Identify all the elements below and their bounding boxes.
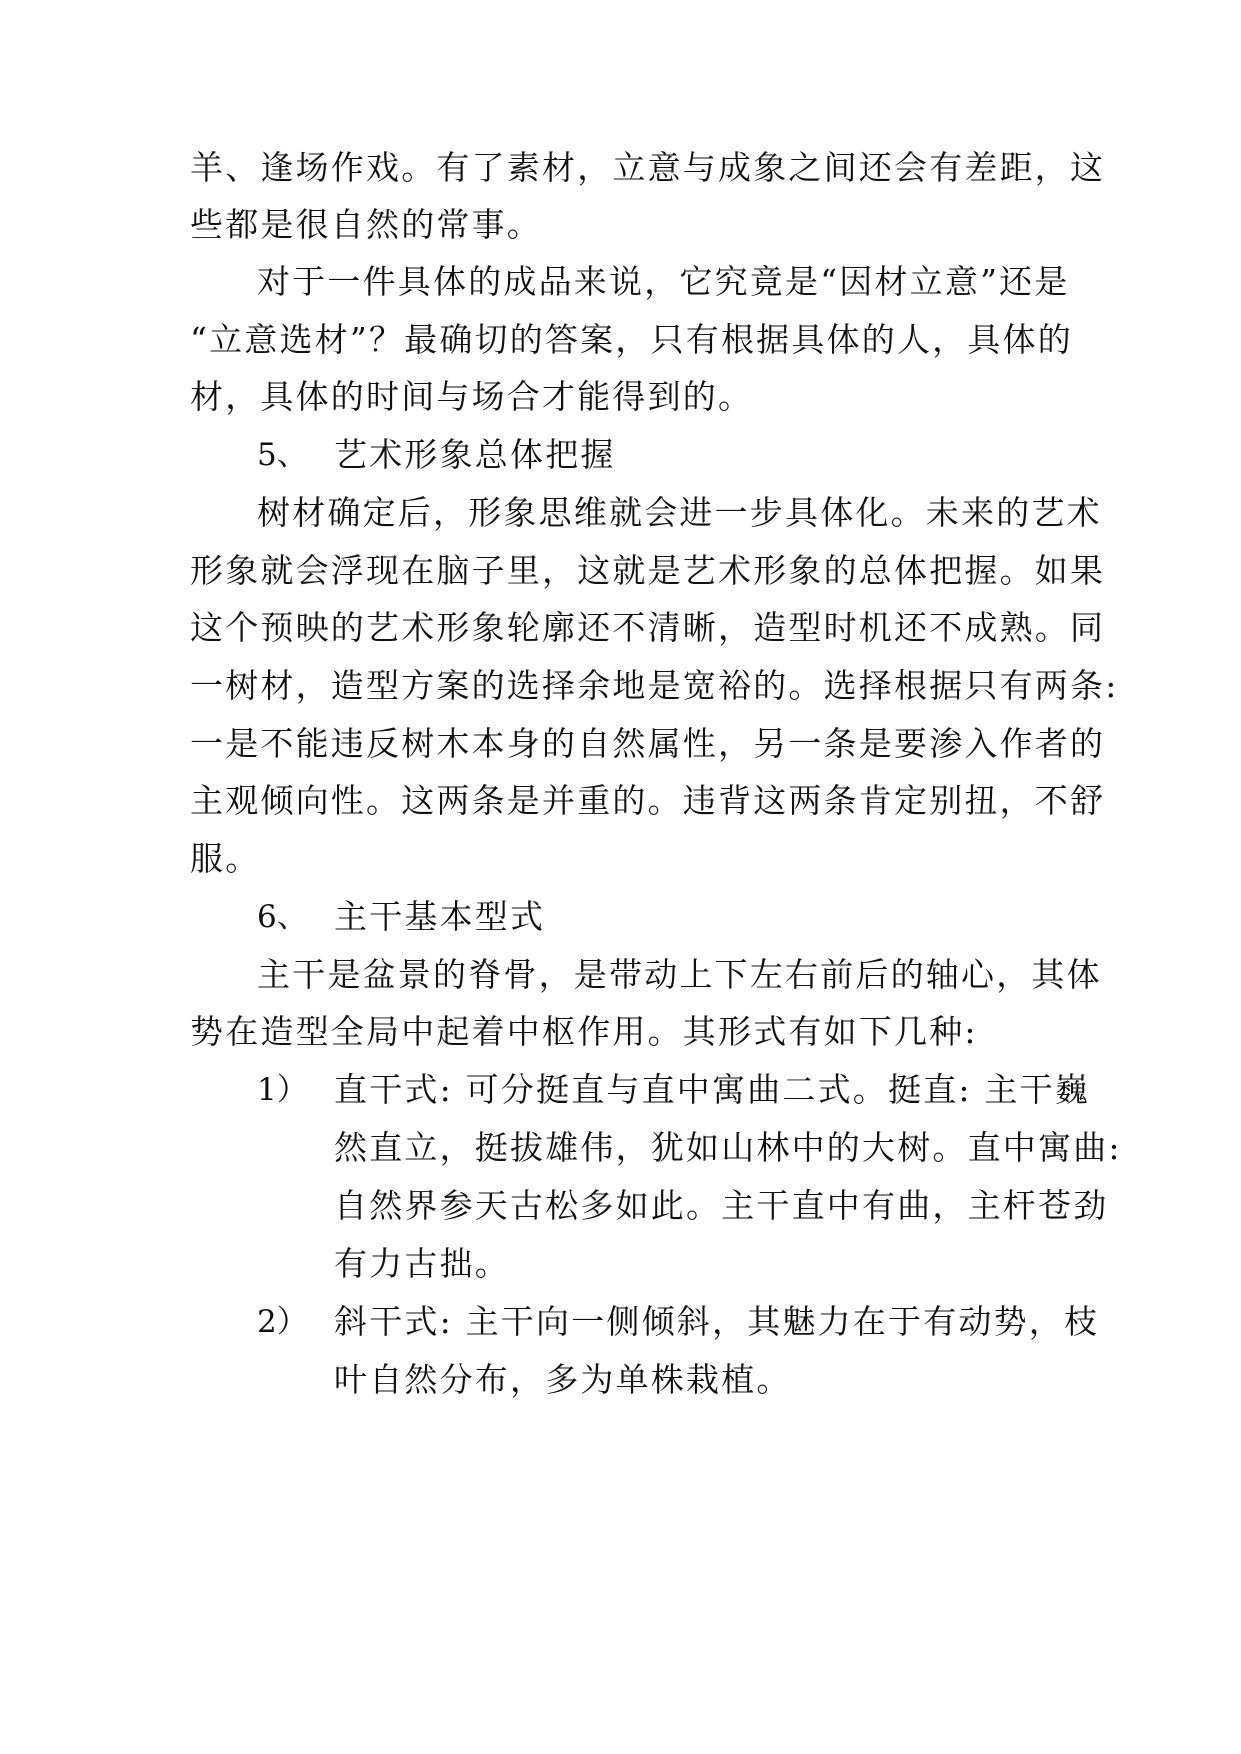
heading-6-title: 主干基本型式 — [334, 897, 546, 936]
paragraph-1-line-1: 羊、逢场作戏。有了素材，立意与成象之间还会有差距，这 — [190, 148, 1106, 187]
paragraph-3-line-5: 一是不能违反树木本身的自然属性，另一条是要渗入作者的 — [190, 724, 1106, 763]
paragraph-2-line-3: 材，具体的时间与场合才能得到的。 — [190, 377, 754, 416]
paragraph-2-line-2: “立意选材”？最确切的答案，只有根据具体的人，具体的 — [190, 320, 1073, 359]
heading-6-number: 6、 — [257, 899, 308, 935]
paragraph-3-line-4: 一树材，造型方案的选择余地是宽裕的。选择根据只有两条: — [190, 666, 1119, 705]
paragraph-3-line-7: 服。 — [190, 839, 261, 878]
heading-5-number: 5、 — [257, 437, 308, 473]
heading-5-title: 艺术形象总体把握 — [334, 435, 616, 474]
paragraph-4-line-2: 势在造型全局中起着中枢作用。其形式有如下几种: — [190, 1012, 978, 1051]
paragraph-4-line-1: 主干是盆景的脊骨，是带动上下左右前后的轴心，其体 — [257, 955, 1102, 994]
list-item-1-number: 1） — [257, 1072, 308, 1108]
list-item-1-line-3: 自然界参天古松多如此。主干直中有曲，主杆苍劲 — [334, 1186, 1109, 1225]
list-item-1-line-1: 直干式: 可分挺直与直中寓曲二式。挺直: 主干巍 — [334, 1070, 1091, 1109]
paragraph-3-line-2: 形象就会浮现在脑子里，这就是艺术形象的总体把握。如果 — [190, 551, 1106, 590]
list-item-1-line-4: 有力古拙。 — [334, 1244, 510, 1283]
list-item-2-line-1: 斜干式: 主干向一侧倾斜，其魅力在于有动势，枝 — [334, 1302, 1100, 1341]
list-item-1-line-2: 然直立，挺拔雄伟，犹如山林中的大树。直中寓曲: — [334, 1128, 1122, 1167]
list-item-2-number: 2） — [257, 1304, 308, 1340]
paragraph-1-line-2: 些都是很自然的常事。 — [190, 205, 542, 244]
paragraph-3-line-1: 树材确定后，形象思维就会进一步具体化。未来的艺术 — [257, 493, 1102, 532]
paragraph-2-line-1: 对于一件具体的成品来说，它究竟是“因材立意”还是 — [257, 262, 1070, 301]
paragraph-3-line-3: 这个预映的艺术形象轮廓还不清晰，造型时机还不成熟。同 — [190, 608, 1106, 647]
paragraph-3-line-6: 主观倾向性。这两条是并重的。违背这两条肯定别扭，不舒 — [190, 781, 1106, 820]
list-item-2-line-2: 叶自然分布，多为单株栽植。 — [334, 1360, 792, 1399]
